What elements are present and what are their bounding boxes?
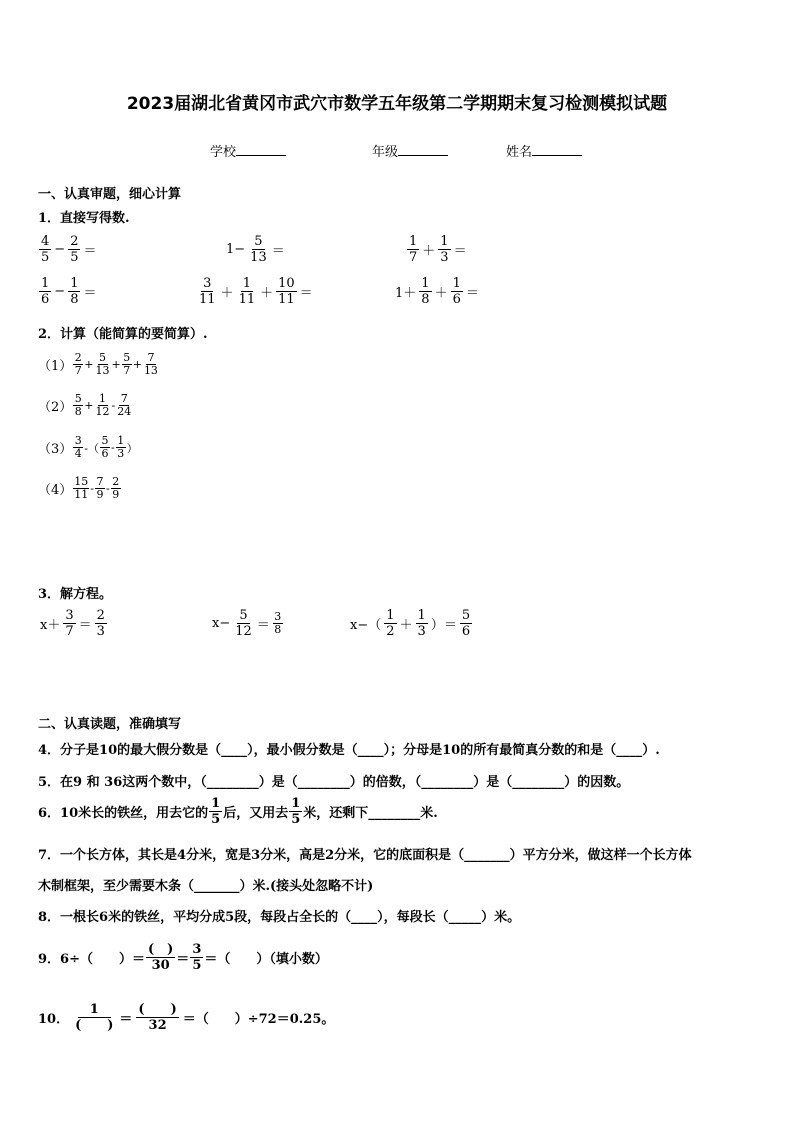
name-field[interactable]: 姓名 xyxy=(506,141,582,160)
q1-item-3: $\frac{1}{7}$ ＋ $\frac{1}{3}$ ＝ xyxy=(409,234,467,265)
section2-heading: 二、认真读题，准确填写 xyxy=(38,717,182,732)
fraction: $\frac{7}{13}$ xyxy=(143,351,158,377)
fraction: $\frac{1}{7}$ xyxy=(409,234,418,265)
fraction: $\frac{1}{12}$ xyxy=(95,392,110,418)
fraction: $\frac{( )}{32}$ xyxy=(138,1002,177,1033)
fraction: $\frac{15}{11}$ xyxy=(74,475,89,501)
fraction: $\frac{1}{8}$ xyxy=(70,276,79,307)
q5-text: 5．在9 和 36这两个数中，（________）是（________）的倍数，（________）是（________）的因数。 xyxy=(38,775,630,790)
fraction: $\frac{5}{6}$ xyxy=(461,608,471,639)
q3-equation-2: x− $\frac{5}{12}$ ＝ $\frac{3}{8}$ xyxy=(212,608,282,639)
q9-text: 9．6÷（ ）＝ $\frac{( )}{30}$ ＝ $\frac{3}{5}$ ＝（ ）（填小数） xyxy=(38,942,328,973)
grade-blank[interactable] xyxy=(398,142,448,156)
fraction: $\frac{5}{12}$ xyxy=(235,608,252,639)
name-blank[interactable] xyxy=(532,142,582,156)
q7-text-line1: 7．一个长方体，其长是4分米，宽是3分米，高是2分米，它的底面积是（_______）平方分米，做这样一个长方体 xyxy=(38,848,692,863)
fraction: $\frac{5}{13}$ xyxy=(95,351,110,377)
q4-text: 4．分子是10的最大假分数是（____），最小假分数是（____）；分母是10的所有最简真分数的和是（____）. xyxy=(38,743,660,758)
fraction: $\frac{3}{5}$ xyxy=(192,942,202,973)
fraction: $\frac{2}{7}$ xyxy=(74,351,82,377)
fraction: $\frac{4}{5}$ xyxy=(41,234,50,265)
q1-item-4: $\frac{1}{6}$ − $\frac{1}{8}$ ＝ xyxy=(41,276,97,307)
fraction: $\frac{1}{( )}$ xyxy=(75,1002,114,1033)
q1-label: 1．直接写得数. xyxy=(38,211,130,226)
q8-text: 8．一根长6米的铁丝，平均分成5段，每段占全长的（____），每段长（_____）米。 xyxy=(38,910,521,925)
fraction: $\frac{3}{7}$ xyxy=(65,608,74,639)
fraction: $\frac{5}{8}$ xyxy=(74,392,82,418)
fraction: $\frac{1}{8}$ xyxy=(421,276,430,307)
fraction: $\frac{2}{3}$ xyxy=(96,608,105,639)
q1-item-6: 1＋ $\frac{1}{8}$ ＋ $\frac{1}{6}$ ＝ xyxy=(395,276,479,307)
fraction: $\frac{10}{11}$ xyxy=(278,276,295,307)
fraction: $\frac{2}{5}$ xyxy=(70,234,79,265)
q2-label: 2．计算（能简算的要简算）. xyxy=(38,327,208,342)
fraction: $\frac{1}{6}$ xyxy=(41,276,50,307)
q2-item-4: （4） $\frac{15}{11}$ - $\frac{7}{9}$ - $\frac{2}{9}$ xyxy=(38,475,120,501)
fraction: $\frac{1}{3}$ xyxy=(417,608,426,639)
section1-heading: 一、认真审题，细心计算 xyxy=(38,187,182,202)
q3-label: 3．解方程。 xyxy=(38,587,113,602)
q3-equation-3: x−（ $\frac{1}{2}$ ＋ $\frac{1}{3}$ ）＝ $\frac{5}{6}$ xyxy=(350,608,471,639)
q2-item-2: （2） $\frac{5}{8}$ + $\frac{1}{12}$ - $\frac{7}{24}$ xyxy=(38,392,132,418)
school-field[interactable]: 学校 xyxy=(210,141,286,160)
q2-item-3: （3） $\frac{3}{4}$ -（ $\frac{5}{6}$ - $\frac{1}{3}$ ） xyxy=(38,434,138,460)
fraction: $\frac{1}{3}$ xyxy=(440,234,449,265)
fraction: $\frac{3}{4}$ xyxy=(74,434,82,460)
fraction: $\frac{( )}{30}$ xyxy=(147,942,174,973)
q3-equation-1: x＋ $\frac{3}{7}$ ＝ $\frac{2}{3}$ xyxy=(40,608,105,639)
q6-text: 6．10米长的铁丝，用去它的 $\frac{1}{5}$ 后，又用去 $\frac{1}{5}$ 米，还剩下________米. xyxy=(38,796,438,827)
grade-field[interactable]: 年级 xyxy=(372,141,448,160)
fraction: $\frac{5}{13}$ xyxy=(250,234,267,265)
fraction: $\frac{1}{3}$ xyxy=(117,434,125,460)
fraction: $\frac{5}{7}$ xyxy=(123,351,131,377)
fraction: $\frac{1}{11}$ xyxy=(238,276,256,307)
q1-item-1: $\frac{4}{5}$ − $\frac{2}{5}$ ＝ xyxy=(41,234,97,265)
fraction: $\frac{3}{11}$ xyxy=(199,276,216,307)
fraction: $\frac{2}{9}$ xyxy=(112,475,120,501)
q1-item-5: $\frac{3}{11}$ ＋ $\frac{1}{11}$ ＋ $\frac{10}{11}$ ＝ xyxy=(199,276,313,307)
q7-text-line2: 木制框架，至少需要木条（_______）米.(接头处忽略不计) xyxy=(38,879,374,894)
q1-item-2: 1− $\frac{5}{13}$ ＝ xyxy=(226,234,285,265)
fraction: $\frac{1}{2}$ xyxy=(386,608,395,639)
school-blank[interactable] xyxy=(236,142,286,156)
q10-text: 10． $\frac{1}{( )}$ ＝ $\frac{( )}{32}$ ＝（ ）÷72＝0.25。 xyxy=(38,1002,335,1033)
fraction: $\frac{7}{9}$ xyxy=(96,475,104,501)
fraction: $\frac{1}{6}$ xyxy=(452,276,461,307)
fraction: $\frac{5}{6}$ xyxy=(101,434,109,460)
fraction: $\frac{3}{8}$ xyxy=(274,610,282,636)
page-title: 2023届湖北省黄冈市武穴市数学五年级第二学期期末复习检测模拟试题 xyxy=(126,94,668,114)
fraction: $\frac{1}{5}$ xyxy=(291,796,301,827)
fraction: $\frac{1}{5}$ xyxy=(211,796,221,827)
q2-item-1: （1） $\frac{2}{7}$ + $\frac{5}{13}$ + $\frac{5}{7}$ + $\frac{7}{13}$ xyxy=(38,351,158,377)
fraction: $\frac{7}{24}$ xyxy=(117,392,132,418)
